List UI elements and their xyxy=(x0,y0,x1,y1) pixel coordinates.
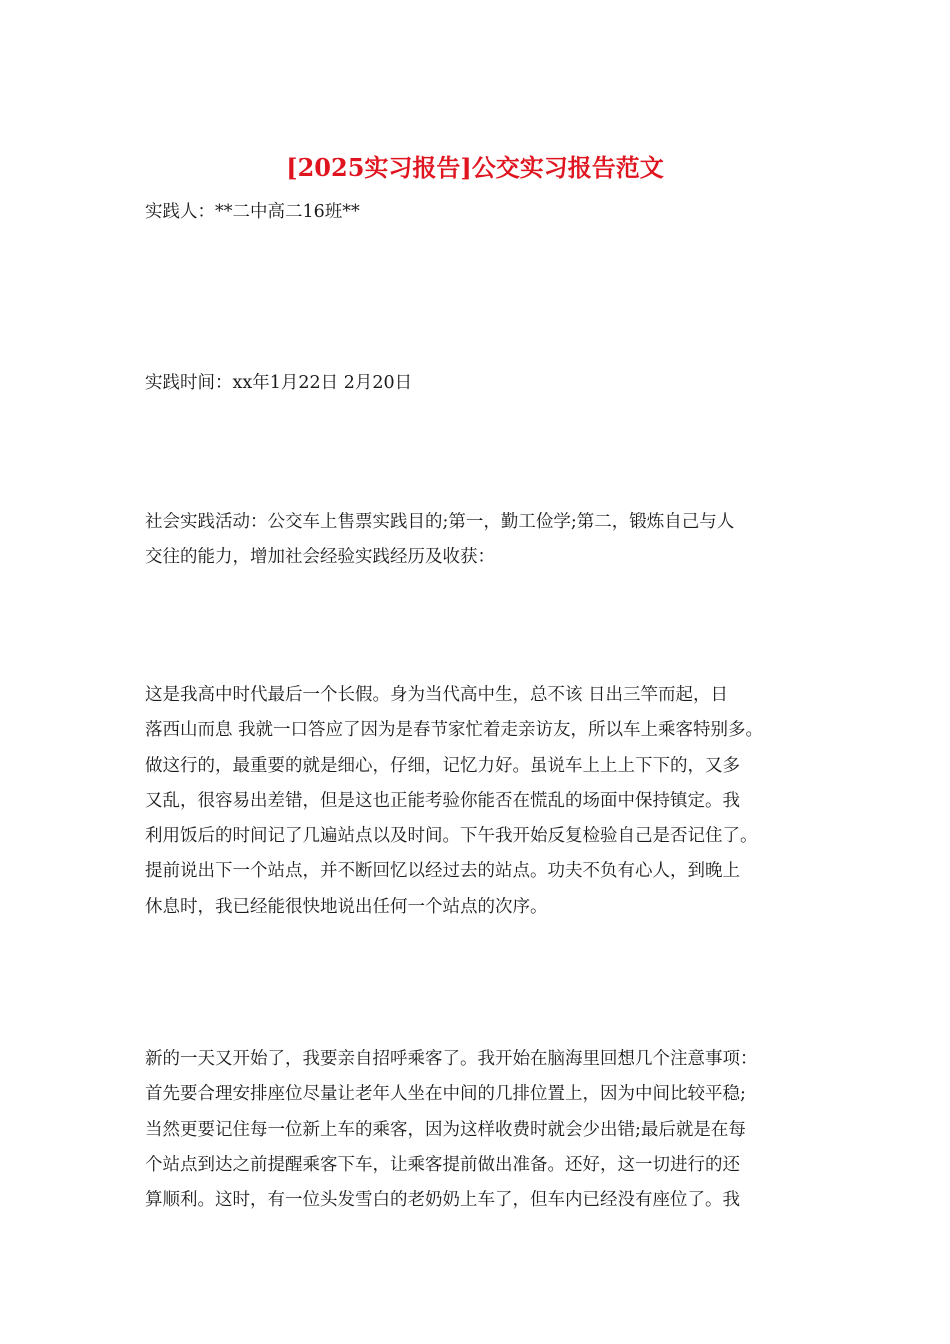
text-line: 这是我高中时代最后一个长假。身为当代高中生，总不该 日出三竿而起，日 xyxy=(145,685,729,705)
text-line: 算顺利。这时，有一位头发雪白的老奶奶上车了，但车内已经没有座位了。我 xyxy=(145,1190,740,1211)
text-line: 提前说出下一个站点，并不断回忆以经过去的站点。功夫不负有心人，到晚上 xyxy=(145,861,740,882)
body-paragraph-1 xyxy=(145,683,845,930)
body-paragraph-2 xyxy=(145,1047,845,1223)
text-line: 当然更要记住每一位新上车的乘客，因为这样收费时就会少出错;最后就是在每 xyxy=(145,1119,746,1140)
text-line: 新的一天又开始了，我要亲自招呼乘客了。我开始在脑海里回想几个注意事项： xyxy=(145,1049,758,1069)
text-line: 又乱，很容易出差错，但是这也正能考验你能否在慌乱的场面中保持镇定。我 xyxy=(145,790,740,811)
text-line: 做这行的，最重要的就是细心，仔细，记忆力好。虽说车上上上下下的，又多 xyxy=(145,755,740,776)
text-line: 社会实践活动：公交车上售票实践目的;第一，勤工俭学;第二，锻炼自己与人 xyxy=(145,512,735,532)
text-line: 交往的能力，增加社会经验实践经历及收获： xyxy=(145,547,495,568)
activity-paragraph xyxy=(145,510,845,581)
text-line: 落西山而息 我就一口答应了因为是春节家忙着走亲访友，所以车上乘客特别多。 xyxy=(145,720,764,741)
text-line: 休息时，我已经能很快地说出任何一个站点的次序。 xyxy=(145,896,548,917)
text-line: 首先要合理安排座位尽量让老年人坐在中间的几排位置上，因为中间比较平稳; xyxy=(145,1084,746,1105)
text-line: 利用饭后的时间记了几遍站点以及时间。下午我开始反复检验自己是否记住了。 xyxy=(145,826,758,847)
document-title: [2025实习报告]公交实习报告范文 xyxy=(286,153,664,182)
practice-time-line: 实践时间：xx年1月22日 2月20日 xyxy=(145,373,413,393)
practitioner-line: 实践人：**二中高二16班** xyxy=(145,202,360,222)
text-line: 个站点到达之前提醒乘客下车，让乘客提前做出准备。还好，这一切进行的还 xyxy=(145,1154,740,1175)
